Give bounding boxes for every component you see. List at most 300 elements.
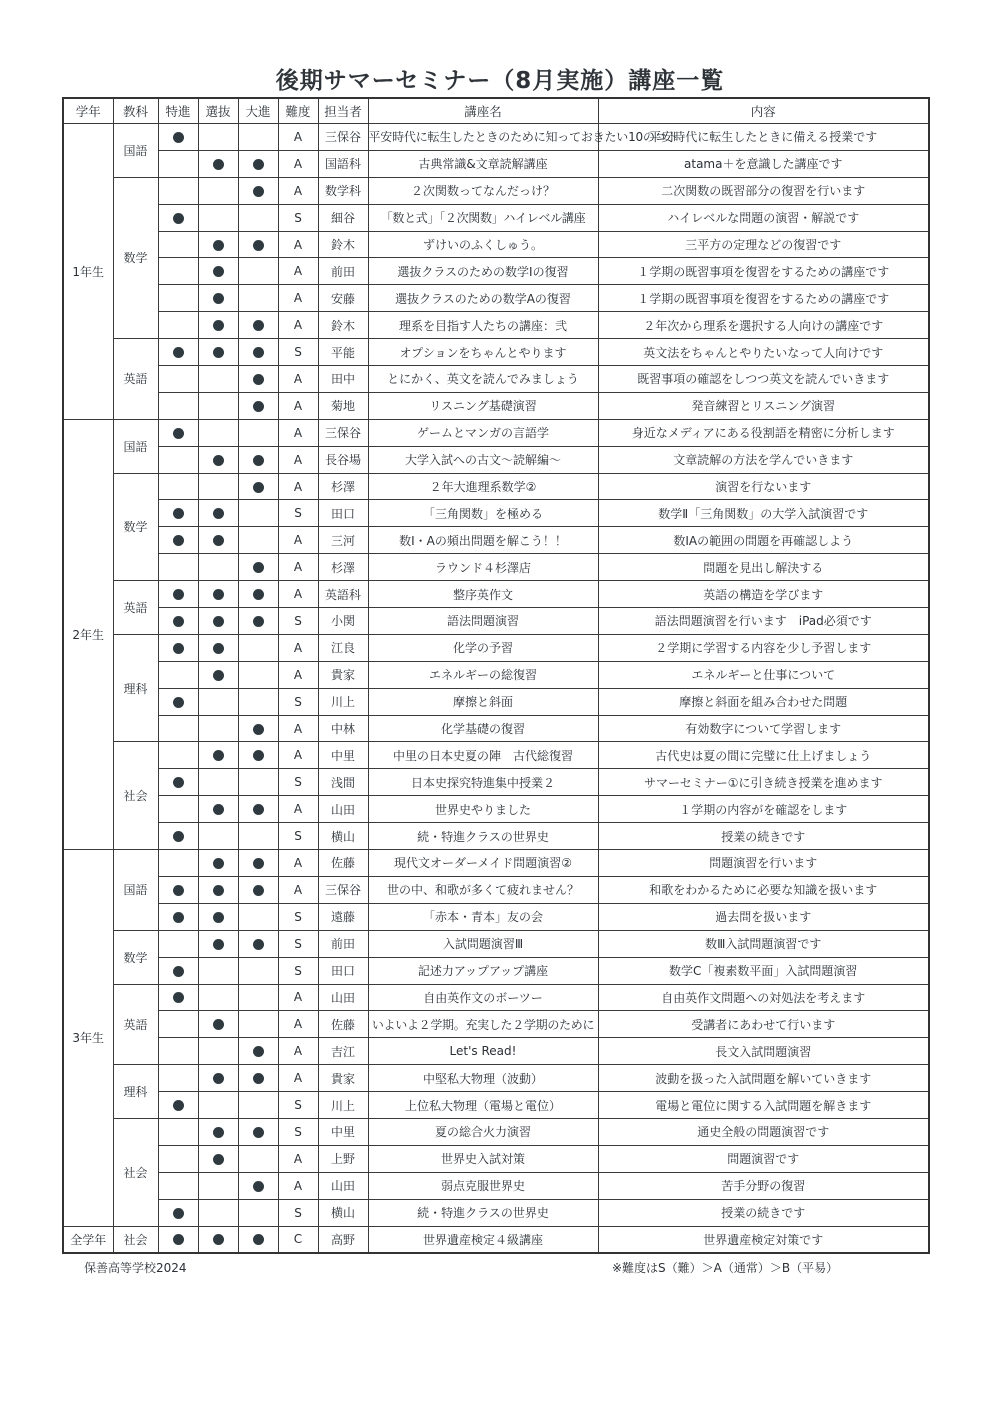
enrolled-dot-icon <box>213 293 224 304</box>
course-cell: ２次関数ってなんだっけ？ <box>368 177 598 204</box>
course-cell: 自由英作文のボーツー <box>368 984 598 1011</box>
content-cell: 電場と電位に関する入試問題を解きます <box>598 1092 929 1119</box>
teacher-cell: 長谷場 <box>318 446 368 473</box>
enrolled-dot-icon <box>173 535 184 546</box>
enrolled-dot-icon <box>253 320 264 331</box>
course-cell: 夏の総合火力演習 <box>368 1118 598 1145</box>
level-cell: S <box>278 339 318 366</box>
daishin-cell <box>238 258 278 285</box>
level-cell: A <box>278 742 318 769</box>
enrolled-dot-icon <box>213 455 224 466</box>
senbatsu-cell <box>198 1065 238 1092</box>
daishin-cell <box>238 527 278 554</box>
table-row <box>63 554 929 581</box>
teacher-cell: 田口 <box>318 957 368 984</box>
tokushin-cell <box>158 796 198 823</box>
course-cell: 選抜クラスのための数学Ⅰの復習 <box>368 258 598 285</box>
content-cell: 英文法をちゃんとやりたいなって人向けです <box>598 339 929 366</box>
enrolled-dot-icon <box>213 1127 224 1138</box>
table-row <box>63 796 929 823</box>
enrolled-dot-icon <box>213 670 224 681</box>
content-cell: 数Ⅲ入試問題演習です <box>598 930 929 957</box>
daishin-cell <box>238 688 278 715</box>
content-cell: １学期の内容がを確認をします <box>598 796 929 823</box>
course-cell: オプションをちゃんとやります <box>368 339 598 366</box>
course-cell: 上位私大物理（電場と電位） <box>368 1092 598 1119</box>
level-cell: S <box>278 957 318 984</box>
enrolled-dot-icon <box>213 1154 224 1165</box>
senbatsu-cell <box>198 1172 238 1199</box>
senbatsu-cell <box>198 124 238 151</box>
daishin-cell <box>238 554 278 581</box>
subject-cell: 英語 <box>113 984 158 1065</box>
table-row <box>63 204 929 231</box>
course-cell: 古典常識&文章読解講座 <box>368 150 598 177</box>
tokushin-cell <box>158 688 198 715</box>
enrolled-dot-icon <box>173 777 184 788</box>
tokushin-cell <box>158 231 198 258</box>
senbatsu-cell <box>198 231 238 258</box>
subject-cell: 国語 <box>113 419 158 473</box>
enrolled-dot-icon <box>253 347 264 358</box>
teacher-cell: 小関 <box>318 608 368 635</box>
enrolled-dot-icon <box>213 1234 224 1245</box>
content-cell: 和歌をわかるために必要な知識を扱います <box>598 876 929 903</box>
senbatsu-cell <box>198 742 238 769</box>
content-cell: 数学C「複素数平面」入試問題演習 <box>598 957 929 984</box>
content-cell: 数学Ⅱ「三角関数」の大学入試演習です <box>598 500 929 527</box>
level-cell: S <box>278 688 318 715</box>
daishin-cell <box>238 1065 278 1092</box>
content-cell: ハイレベルな問題の演習・解説です <box>598 204 929 231</box>
level-cell: S <box>278 500 318 527</box>
senbatsu-cell <box>198 581 238 608</box>
tokushin-cell <box>158 715 198 742</box>
level-cell: A <box>278 634 318 661</box>
teacher-cell: 中里 <box>318 742 368 769</box>
course-cell: 続・特進クラスの世界史 <box>368 1199 598 1226</box>
enrolled-dot-icon <box>173 966 184 977</box>
grade-cell: 3年生 <box>63 850 113 1226</box>
table-row <box>63 850 929 877</box>
teacher-cell: 中里 <box>318 1118 368 1145</box>
table-row <box>63 527 929 554</box>
level-cell: A <box>278 177 318 204</box>
tokushin-cell <box>158 1145 198 1172</box>
course-cell: 化学基礎の復習 <box>368 715 598 742</box>
level-cell: A <box>278 1038 318 1065</box>
content-cell: 演習を行ないます <box>598 473 929 500</box>
daishin-cell <box>238 1118 278 1145</box>
senbatsu-cell <box>198 903 238 930</box>
tokushin-cell <box>158 608 198 635</box>
header-subject: 教科 <box>113 98 158 124</box>
content-cell: 既習事項の確認をしつつ英文を読んでいきます <box>598 366 929 393</box>
daishin-cell <box>238 312 278 339</box>
tokushin-cell <box>158 1199 198 1226</box>
tokushin-cell <box>158 930 198 957</box>
content-cell: 三平方の定理などの復習です <box>598 231 929 258</box>
subject-cell: 数学 <box>113 473 158 581</box>
tokushin-cell <box>158 446 198 473</box>
teacher-cell: 遠藤 <box>318 903 368 930</box>
daishin-cell <box>238 984 278 1011</box>
senbatsu-cell <box>198 285 238 312</box>
table-row <box>63 903 929 930</box>
table-row <box>63 823 929 850</box>
table-row <box>63 1038 929 1065</box>
level-cell: A <box>278 1065 318 1092</box>
header-course: 講座名 <box>368 98 598 124</box>
daishin-cell <box>238 957 278 984</box>
header-level: 難度 <box>278 98 318 124</box>
level-cell: A <box>278 446 318 473</box>
enrolled-dot-icon <box>253 159 264 170</box>
enrolled-dot-icon <box>253 1046 264 1057</box>
teacher-cell: 鈴木 <box>318 312 368 339</box>
enrolled-dot-icon <box>253 482 264 493</box>
course-cell: とにかく、英文を読んでみましょう <box>368 366 598 393</box>
tokushin-cell <box>158 1172 198 1199</box>
enrolled-dot-icon <box>173 697 184 708</box>
enrolled-dot-icon <box>213 240 224 251</box>
level-cell: S <box>278 823 318 850</box>
tokushin-cell <box>158 177 198 204</box>
subject-cell: 数学 <box>113 930 158 984</box>
enrolled-dot-icon <box>173 912 184 923</box>
table-row <box>63 150 929 177</box>
senbatsu-cell <box>198 527 238 554</box>
level-cell: A <box>278 581 318 608</box>
level-cell: A <box>278 1145 318 1172</box>
enrolled-dot-icon <box>213 885 224 896</box>
tokushin-cell <box>158 392 198 419</box>
content-cell: 数ⅠAの範囲の問題を再確認しよう <box>598 527 929 554</box>
senbatsu-cell <box>198 984 238 1011</box>
enrolled-dot-icon <box>213 159 224 170</box>
daishin-cell <box>238 231 278 258</box>
teacher-cell: 三保谷 <box>318 419 368 446</box>
course-cell: 入試問題演習Ⅲ <box>368 930 598 957</box>
daishin-cell <box>238 850 278 877</box>
daishin-cell <box>238 903 278 930</box>
teacher-cell: 安藤 <box>318 285 368 312</box>
daishin-cell <box>238 150 278 177</box>
senbatsu-cell <box>198 823 238 850</box>
enrolled-dot-icon <box>213 535 224 546</box>
table-row <box>63 769 929 796</box>
daishin-cell <box>238 419 278 446</box>
table-row <box>63 715 929 742</box>
level-cell: A <box>278 661 318 688</box>
teacher-cell: 田中 <box>318 366 368 393</box>
tokushin-cell <box>158 742 198 769</box>
senbatsu-cell <box>198 1145 238 1172</box>
table-row <box>63 1092 929 1119</box>
enrolled-dot-icon <box>173 347 184 358</box>
tokushin-cell <box>158 1118 198 1145</box>
table-row <box>63 124 929 151</box>
course-cell: 化学の予習 <box>368 634 598 661</box>
content-cell: 過去問を扱います <box>598 903 929 930</box>
course-cell: 「赤本・青本」友の会 <box>368 903 598 930</box>
tokushin-cell <box>158 366 198 393</box>
tokushin-cell <box>158 1038 198 1065</box>
course-cell: 記述力アップアップ講座 <box>368 957 598 984</box>
content-cell: 授業の続きです <box>598 823 929 850</box>
content-cell: 授業の続きです <box>598 1199 929 1226</box>
enrolled-dot-icon <box>253 401 264 412</box>
daishin-cell <box>238 473 278 500</box>
teacher-cell: 前田 <box>318 930 368 957</box>
level-cell: A <box>278 876 318 903</box>
course-cell: 語法問題演習 <box>368 608 598 635</box>
senbatsu-cell <box>198 850 238 877</box>
senbatsu-cell <box>198 688 238 715</box>
tokushin-cell <box>158 1226 198 1253</box>
course-cell: 世の中、和歌が多くて疲れません？ <box>368 876 598 903</box>
table-row <box>63 876 929 903</box>
senbatsu-cell <box>198 419 238 446</box>
level-cell: S <box>278 769 318 796</box>
teacher-cell: 横山 <box>318 1199 368 1226</box>
enrolled-dot-icon <box>173 508 184 519</box>
course-cell: 日本史探究特進集中授業２ <box>368 769 598 796</box>
senbatsu-cell <box>198 930 238 957</box>
level-cell: A <box>278 850 318 877</box>
enrolled-dot-icon <box>253 804 264 815</box>
content-cell: 受講者にあわせて行います <box>598 1011 929 1038</box>
enrolled-dot-icon <box>213 1019 224 1030</box>
header-content: 内容 <box>598 98 929 124</box>
table-row <box>63 1172 929 1199</box>
senbatsu-cell <box>198 1092 238 1119</box>
tokushin-cell <box>158 823 198 850</box>
daishin-cell <box>238 339 278 366</box>
senbatsu-cell <box>198 150 238 177</box>
course-cell: 大学入試への古文～読解編～ <box>368 446 598 473</box>
tokushin-cell <box>158 903 198 930</box>
content-cell: 自由英作文問題への対処法を考えます <box>598 984 929 1011</box>
teacher-cell: 佐藤 <box>318 1011 368 1038</box>
daishin-cell <box>238 823 278 850</box>
course-cell: 弱点克服世界史 <box>368 1172 598 1199</box>
level-cell: A <box>278 554 318 581</box>
tokushin-cell <box>158 473 198 500</box>
grade-cell: 1年生 <box>63 124 113 420</box>
content-cell: 通史全般の問題演習です <box>598 1118 929 1145</box>
daishin-cell <box>238 930 278 957</box>
tokushin-cell <box>158 1092 198 1119</box>
enrolled-dot-icon <box>213 589 224 600</box>
teacher-cell: 杉澤 <box>318 473 368 500</box>
daishin-cell <box>238 366 278 393</box>
daishin-cell <box>238 661 278 688</box>
teacher-cell: 田口 <box>318 500 368 527</box>
content-cell: エネルギーと仕事について <box>598 661 929 688</box>
senbatsu-cell <box>198 446 238 473</box>
subject-cell: 数学 <box>113 177 158 338</box>
teacher-cell: 数学科 <box>318 177 368 204</box>
table-row <box>63 419 929 446</box>
teacher-cell: 三河 <box>318 527 368 554</box>
difficulty-note: ※難度はS（難）＞A（通常）＞B（平易） <box>612 1261 839 1275</box>
enrolled-dot-icon <box>173 616 184 627</box>
table-row <box>63 258 929 285</box>
grade-cell: 全学年 <box>63 1226 113 1253</box>
enrolled-dot-icon <box>213 347 224 358</box>
enrolled-dot-icon <box>213 912 224 923</box>
content-cell: 身近なメディアにある役割語を精密に分析します <box>598 419 929 446</box>
enrolled-dot-icon <box>173 992 184 1003</box>
teacher-cell: 英語科 <box>318 581 368 608</box>
header-tokushin: 特進 <box>158 98 198 124</box>
course-cell: 中堅私大物理（波動） <box>368 1065 598 1092</box>
table-row <box>63 957 929 984</box>
level-cell: A <box>278 1011 318 1038</box>
teacher-cell: 江良 <box>318 634 368 661</box>
teacher-cell: 川上 <box>318 688 368 715</box>
subject-cell: 理科 <box>113 634 158 742</box>
table-row <box>63 1145 929 1172</box>
tokushin-cell <box>158 339 198 366</box>
teacher-cell: 山田 <box>318 984 368 1011</box>
content-cell: 英語の構造を学びます <box>598 581 929 608</box>
table-row <box>63 312 929 339</box>
course-cell: 選抜クラスのための数学Aの復習 <box>368 285 598 312</box>
enrolled-dot-icon <box>213 804 224 815</box>
enrolled-dot-icon <box>253 616 264 627</box>
course-cell: 世界史入試対策 <box>368 1145 598 1172</box>
enrolled-dot-icon <box>213 858 224 869</box>
enrolled-dot-icon <box>253 724 264 735</box>
table-row <box>63 366 929 393</box>
tokushin-cell <box>158 554 198 581</box>
course-cell: いよいよ２学期。充実した２学期のために <box>368 1011 598 1038</box>
content-cell: １学期の既習事項を復習をするための講座です <box>598 258 929 285</box>
table-row <box>63 1065 929 1092</box>
teacher-cell: 吉江 <box>318 1038 368 1065</box>
course-table-body <box>63 124 929 1254</box>
enrolled-dot-icon <box>173 1234 184 1245</box>
course-cell: エネルギーの総復習 <box>368 661 598 688</box>
level-cell: A <box>278 150 318 177</box>
content-cell: 文章読解の方法を学んでいきます <box>598 446 929 473</box>
course-cell: Let's Read! <box>368 1038 598 1065</box>
content-cell: 問題演習を行います <box>598 850 929 877</box>
course-cell: 「三角関数」を極める <box>368 500 598 527</box>
level-cell: A <box>278 312 318 339</box>
enrolled-dot-icon <box>213 643 224 654</box>
teacher-cell: 横山 <box>318 823 368 850</box>
enrolled-dot-icon <box>253 562 264 573</box>
level-cell: A <box>278 366 318 393</box>
header-daishin: 大進 <box>238 98 278 124</box>
teacher-cell: 前田 <box>318 258 368 285</box>
content-cell: ２年次から理系を選択する人向けの講座です <box>598 312 929 339</box>
enrolled-dot-icon <box>253 750 264 761</box>
level-cell: S <box>278 204 318 231</box>
daishin-cell <box>238 1145 278 1172</box>
table-row <box>63 984 929 1011</box>
senbatsu-cell <box>198 1199 238 1226</box>
daishin-cell <box>238 581 278 608</box>
daishin-cell <box>238 1092 278 1119</box>
header-row <box>63 98 929 124</box>
tokushin-cell <box>158 957 198 984</box>
daishin-cell <box>238 204 278 231</box>
course-cell: 続・特進クラスの世界史 <box>368 823 598 850</box>
enrolled-dot-icon <box>213 266 224 277</box>
content-cell: 古代史は夏の間に完璧に仕上げましょう <box>598 742 929 769</box>
header-teacher: 担当者 <box>318 98 368 124</box>
enrolled-dot-icon <box>253 186 264 197</box>
course-cell: ２年大進理系数学② <box>368 473 598 500</box>
table-row <box>63 1199 929 1226</box>
table-row <box>63 742 929 769</box>
daishin-cell <box>238 500 278 527</box>
enrolled-dot-icon <box>213 939 224 950</box>
daishin-cell <box>238 1011 278 1038</box>
course-table <box>62 97 930 1254</box>
senbatsu-cell <box>198 177 238 204</box>
senbatsu-cell <box>198 204 238 231</box>
course-cell: リスニング基礎演習 <box>368 392 598 419</box>
course-cell: ラウンド４杉澤店 <box>368 554 598 581</box>
school-name: 保善高等学校2024 <box>84 1261 187 1275</box>
course-cell: 平安時代に転生したときのために知っておきたい10のコト <box>368 124 598 151</box>
enrolled-dot-icon <box>253 885 264 896</box>
content-cell: 苦手分野の復習 <box>598 1172 929 1199</box>
subject-cell: 国語 <box>113 850 158 931</box>
course-cell: 世界遺産検定４級講座 <box>368 1226 598 1253</box>
level-cell: S <box>278 1092 318 1119</box>
level-cell: A <box>278 715 318 742</box>
content-cell: 長文入試問題演習 <box>598 1038 929 1065</box>
course-cell: 摩擦と斜面 <box>368 688 598 715</box>
senbatsu-cell <box>198 769 238 796</box>
tokushin-cell <box>158 124 198 151</box>
teacher-cell: 鈴木 <box>318 231 368 258</box>
table-row <box>63 339 929 366</box>
tokushin-cell <box>158 581 198 608</box>
teacher-cell: 佐藤 <box>318 850 368 877</box>
content-cell: 二次関数の既習部分の復習を行います <box>598 177 929 204</box>
teacher-cell: 貴家 <box>318 661 368 688</box>
course-cell: 中里の日本史夏の陣 古代総復習 <box>368 742 598 769</box>
table-row <box>63 608 929 635</box>
enrolled-dot-icon <box>253 374 264 385</box>
subject-cell: 英語 <box>113 581 158 635</box>
daishin-cell <box>238 177 278 204</box>
teacher-cell: 貴家 <box>318 1065 368 1092</box>
enrolled-dot-icon <box>213 1073 224 1084</box>
enrolled-dot-icon <box>213 750 224 761</box>
senbatsu-cell <box>198 957 238 984</box>
table-row <box>63 446 929 473</box>
tokushin-cell <box>158 500 198 527</box>
level-cell: A <box>278 124 318 151</box>
table-row <box>63 500 929 527</box>
tokushin-cell <box>158 850 198 877</box>
subject-cell: 社会 <box>113 1118 158 1226</box>
senbatsu-cell <box>198 366 238 393</box>
table-row <box>63 1011 929 1038</box>
daishin-cell <box>238 1226 278 1253</box>
content-cell: 語法問題演習を行います iPad必須です <box>598 608 929 635</box>
senbatsu-cell <box>198 339 238 366</box>
content-cell: 問題演習です <box>598 1145 929 1172</box>
